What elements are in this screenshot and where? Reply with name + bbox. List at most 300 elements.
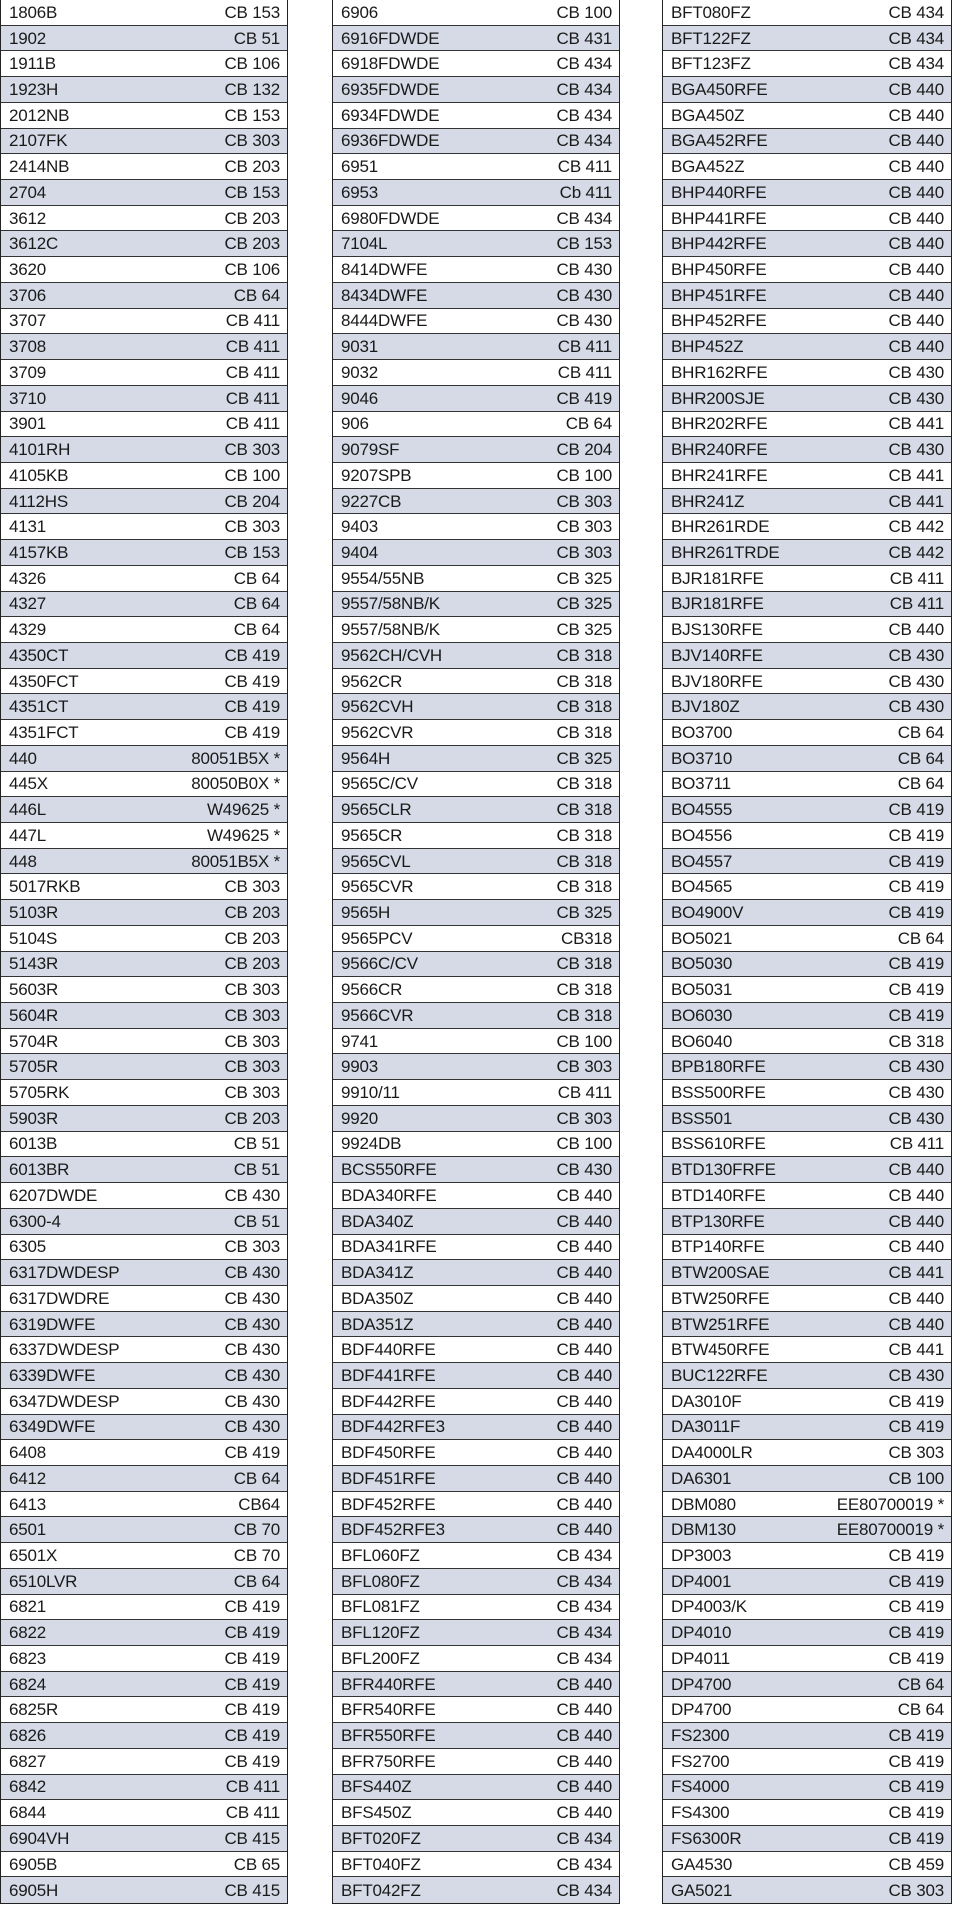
reference-code: CB 419 xyxy=(224,697,280,717)
table-row xyxy=(1,231,287,257)
part-code: 9903 xyxy=(341,1057,379,1077)
reference-code: CB 303 xyxy=(556,517,612,537)
table-row xyxy=(333,154,619,180)
part-code: 6510LVR xyxy=(9,1571,78,1591)
table-row xyxy=(333,1286,619,1312)
part-code: 6916FDWDE xyxy=(341,28,440,48)
reference-code: CB 441 xyxy=(888,1263,944,1283)
table-row xyxy=(663,1440,951,1466)
table-row xyxy=(333,283,619,309)
reference-code: CB 100 xyxy=(556,2,612,22)
reference-code: CB 434 xyxy=(556,1648,612,1668)
column-1 xyxy=(0,0,288,1904)
reference-code: CB 434 xyxy=(556,208,612,228)
part-code: 6501 xyxy=(9,1520,47,1540)
part-code: BHR200SJE xyxy=(671,388,765,408)
part-code: BO4557 xyxy=(671,851,733,871)
reference-code: CB 64 xyxy=(565,414,612,434)
reference-code: CB 440 xyxy=(888,1314,944,1334)
part-code: BFL060FZ xyxy=(341,1545,420,1565)
table-row xyxy=(1,1569,287,1595)
reference-code: CB 419 xyxy=(224,1443,280,1463)
part-code: BDF452RFE xyxy=(341,1494,436,1514)
table-row xyxy=(333,386,619,412)
part-code: 9910/11 xyxy=(341,1083,400,1103)
part-code: 4326 xyxy=(9,568,47,588)
table-row xyxy=(663,952,951,978)
part-code: 9566C/CV xyxy=(341,954,418,974)
table-row xyxy=(333,309,619,335)
part-code: 9741 xyxy=(341,1031,379,1051)
part-code: 6935FDWDE xyxy=(341,80,440,100)
reference-code: CB 440 xyxy=(556,1726,612,1746)
table-row xyxy=(663,1286,951,1312)
table-row xyxy=(1,154,287,180)
part-code: 445X xyxy=(9,774,48,794)
table-row xyxy=(333,1260,619,1286)
table-row xyxy=(333,592,619,618)
part-code: 9562CVH xyxy=(341,697,414,717)
reference-code: CB 440 xyxy=(888,285,944,305)
part-code: BO6030 xyxy=(671,1005,733,1025)
reference-code: CB 434 xyxy=(556,1828,612,1848)
table-row xyxy=(663,823,951,849)
part-code: BSS610RFE xyxy=(671,1134,766,1154)
reference-code: CB 419 xyxy=(224,722,280,742)
reference-code: CB 441 xyxy=(888,1340,944,1360)
reference-code: CB 325 xyxy=(556,903,612,923)
reference-code: CB 419 xyxy=(224,645,280,665)
reference-code: CB 411 xyxy=(889,594,944,614)
part-code: BDF451RFE xyxy=(341,1468,436,1488)
reference-code: CB 440 xyxy=(556,1340,612,1360)
table-row xyxy=(663,257,951,283)
table-row xyxy=(663,1749,951,1775)
part-code: 3612C xyxy=(9,234,59,254)
part-code: 6824 xyxy=(9,1674,47,1694)
table-row xyxy=(1,514,287,540)
table-row xyxy=(1,1260,287,1286)
part-code: 6905B xyxy=(9,1854,58,1874)
part-code: 3708 xyxy=(9,337,47,357)
reference-code: CB 318 xyxy=(556,774,612,794)
table-row xyxy=(1,669,287,695)
part-code: 9562CVR xyxy=(341,722,414,742)
table-row xyxy=(333,77,619,103)
part-code: 5705R xyxy=(9,1057,59,1077)
reference-code: CB 325 xyxy=(556,594,612,614)
part-code: BHR241Z xyxy=(671,491,745,511)
part-code: 6842 xyxy=(9,1777,47,1797)
reference-code: CB 434 xyxy=(556,1854,612,1874)
table-row xyxy=(663,669,951,695)
reference-code: CB 411 xyxy=(557,362,612,382)
table-row xyxy=(663,309,951,335)
part-code: 3901 xyxy=(9,414,47,434)
reference-code: CB 419 xyxy=(224,1700,280,1720)
reference-code: CB 440 xyxy=(888,80,944,100)
table-row xyxy=(663,1080,951,1106)
reference-code: CB 440 xyxy=(556,1237,612,1257)
reference-code: 80051B5X * xyxy=(191,851,280,871)
part-code: 5903R xyxy=(9,1108,59,1128)
table-row xyxy=(663,1209,951,1235)
part-code: BGA452Z xyxy=(671,157,745,177)
table-row xyxy=(333,1723,619,1749)
part-code: BFT080FZ xyxy=(671,2,751,22)
table-row xyxy=(333,772,619,798)
part-code: BO3700 xyxy=(671,722,733,742)
table-row xyxy=(663,1697,951,1723)
reference-code: CB 419 xyxy=(888,1803,944,1823)
table-row xyxy=(333,1183,619,1209)
table-row xyxy=(663,129,951,155)
table-row xyxy=(663,1132,951,1158)
part-code: 3706 xyxy=(9,285,47,305)
part-code: 9403 xyxy=(341,517,379,537)
reference-code: CB 430 xyxy=(224,1314,280,1334)
part-code: BO4565 xyxy=(671,877,733,897)
table-row xyxy=(1,772,287,798)
table-row xyxy=(663,283,951,309)
reference-code: CB 430 xyxy=(556,285,612,305)
reference-code: CB 434 xyxy=(888,54,944,74)
reference-code: CB 51 xyxy=(233,1160,280,1180)
reference-code: CB 419 xyxy=(888,1751,944,1771)
table-row xyxy=(1,1337,287,1363)
table-row xyxy=(333,1620,619,1646)
table-row xyxy=(663,1672,951,1698)
reference-code: CB 430 xyxy=(888,1108,944,1128)
table-row xyxy=(333,617,619,643)
reference-code: CB 100 xyxy=(556,465,612,485)
table-row xyxy=(1,617,287,643)
part-code: DP4700 xyxy=(671,1700,732,1720)
table-row xyxy=(663,643,951,669)
part-code: FS4000 xyxy=(671,1777,730,1797)
table-row xyxy=(1,1132,287,1158)
table-row xyxy=(663,1157,951,1183)
table-row xyxy=(663,1260,951,1286)
table-row xyxy=(663,1054,951,1080)
table-row xyxy=(1,1389,287,1415)
table-row xyxy=(1,437,287,463)
part-code: 5704R xyxy=(9,1031,59,1051)
part-code: BFT042FZ xyxy=(341,1880,421,1900)
reference-code: CB 203 xyxy=(224,928,280,948)
part-code: 4101RH xyxy=(9,440,71,460)
reference-code: CB 419 xyxy=(224,1623,280,1643)
table-row xyxy=(333,231,619,257)
table-row xyxy=(333,1492,619,1518)
table-row xyxy=(663,463,951,489)
reference-code: CB 419 xyxy=(888,1726,944,1746)
reference-code: CB 419 xyxy=(224,1726,280,1746)
part-code: BFR750RFE xyxy=(341,1751,436,1771)
table-row xyxy=(333,180,619,206)
table-row xyxy=(333,694,619,720)
table-row xyxy=(663,900,951,926)
reference-code: CB 70 xyxy=(233,1520,280,1540)
part-code: 9557/58NB/K xyxy=(341,620,440,640)
table-row xyxy=(663,566,951,592)
part-code: 3709 xyxy=(9,362,47,382)
table-row xyxy=(663,1800,951,1826)
reference-code: CB 153 xyxy=(224,182,280,202)
reference-code: CB 441 xyxy=(888,491,944,511)
table-row xyxy=(1,1672,287,1698)
table-row xyxy=(1,412,287,438)
table-row xyxy=(333,437,619,463)
reference-code: CB 441 xyxy=(888,465,944,485)
part-code: BJV180RFE xyxy=(671,671,763,691)
part-code: 1911B xyxy=(9,54,56,74)
table-row xyxy=(333,412,619,438)
table-row xyxy=(1,1054,287,1080)
part-code: BHP452RFE xyxy=(671,311,767,331)
table-row xyxy=(1,1363,287,1389)
part-code: 9031 xyxy=(341,337,379,357)
reference-code: CB 430 xyxy=(224,1288,280,1308)
part-code: 9566CR xyxy=(341,980,403,1000)
part-code: 3707 xyxy=(9,311,47,331)
table-row xyxy=(1,129,287,155)
reference-code: CB64 xyxy=(238,1494,280,1514)
table-row xyxy=(663,206,951,232)
table-row xyxy=(333,1003,619,1029)
table-row xyxy=(663,1466,951,1492)
table-row xyxy=(663,489,951,515)
part-code: BTW450RFE xyxy=(671,1340,770,1360)
reference-code: CB 411 xyxy=(225,337,280,357)
part-code: BGA450Z xyxy=(671,105,745,125)
reference-code: CB 430 xyxy=(888,388,944,408)
reference-code: CB 64 xyxy=(897,774,944,794)
table-row xyxy=(333,514,619,540)
part-code: 8434DWFE xyxy=(341,285,428,305)
reference-code: CB 318 xyxy=(888,1031,944,1051)
part-code: 6408 xyxy=(9,1443,47,1463)
reference-code: CB 440 xyxy=(556,1777,612,1797)
part-code: 5603R xyxy=(9,980,59,1000)
part-code: 5604R xyxy=(9,1005,59,1025)
part-code: BDA340Z xyxy=(341,1211,414,1231)
reference-code: W49625 * xyxy=(206,800,280,820)
reference-code: CB 430 xyxy=(888,362,944,382)
reference-code: CB 430 xyxy=(556,311,612,331)
reference-code: CB 318 xyxy=(556,645,612,665)
table-row xyxy=(1,643,287,669)
reference-code: CB 303 xyxy=(556,491,612,511)
table-row xyxy=(663,540,951,566)
reference-code: CB 106 xyxy=(224,54,280,74)
part-code: 1902 xyxy=(9,28,47,48)
table-row xyxy=(333,1749,619,1775)
part-code: 9924DB xyxy=(341,1134,402,1154)
reference-code: CB 303 xyxy=(224,1005,280,1025)
table-row xyxy=(663,334,951,360)
reference-code: CB 434 xyxy=(556,1545,612,1565)
part-code: 6844 xyxy=(9,1803,47,1823)
part-code: 6822 xyxy=(9,1623,47,1643)
part-code: 6347DWDESP xyxy=(9,1391,120,1411)
reference-code: CB 440 xyxy=(556,1288,612,1308)
part-code: 4157KB xyxy=(9,542,69,562)
part-code: BHR240RFE xyxy=(671,440,768,460)
table-row xyxy=(1,1312,287,1338)
reference-code: CB 325 xyxy=(556,620,612,640)
table-row xyxy=(663,26,951,52)
reference-code: CB 100 xyxy=(556,1031,612,1051)
reference-code: CB 419 xyxy=(224,1648,280,1668)
table-row xyxy=(333,1080,619,1106)
table-row xyxy=(663,1312,951,1338)
table-row xyxy=(333,797,619,823)
reference-code: CB 64 xyxy=(233,568,280,588)
table-row xyxy=(1,1080,287,1106)
reference-code: EE80700019 * xyxy=(836,1494,944,1514)
part-code: FS2300 xyxy=(671,1726,730,1746)
reference-code: Cb 411 xyxy=(559,182,612,202)
table-row xyxy=(1,746,287,772)
part-code: BHP440RFE xyxy=(671,182,767,202)
table-row xyxy=(333,952,619,978)
reference-code: CB 419 xyxy=(888,877,944,897)
reference-code: CB 64 xyxy=(233,594,280,614)
part-code: 9565H xyxy=(341,903,391,923)
reference-code: CB 64 xyxy=(897,748,944,768)
reference-code: CB 430 xyxy=(224,1391,280,1411)
reference-code: CB 419 xyxy=(556,388,612,408)
table-row xyxy=(1,77,287,103)
part-code: BUC122RFE xyxy=(671,1365,768,1385)
reference-code: 80051B5X * xyxy=(191,748,280,768)
table-row xyxy=(1,1209,287,1235)
table-row xyxy=(663,51,951,77)
table-row xyxy=(333,849,619,875)
part-code: 6980FDWDE xyxy=(341,208,440,228)
part-code: FS6300R xyxy=(671,1828,742,1848)
reference-code: CB 440 xyxy=(888,1288,944,1308)
part-code: 6906 xyxy=(341,2,379,22)
reference-code: CB 440 xyxy=(556,1211,612,1231)
reference-code: CB 64 xyxy=(233,285,280,305)
part-code: BFL120FZ xyxy=(341,1623,420,1643)
table-row xyxy=(333,746,619,772)
table-row xyxy=(663,231,951,257)
reference-code: CB 440 xyxy=(888,131,944,151)
table-row xyxy=(1,1697,287,1723)
table-row xyxy=(663,694,951,720)
part-code: BO4555 xyxy=(671,800,733,820)
part-code: BO6040 xyxy=(671,1031,733,1051)
part-code: BDF452RFE3 xyxy=(341,1520,445,1540)
table-row xyxy=(663,1646,951,1672)
part-code: BFT123FZ xyxy=(671,54,751,74)
reference-code: CB 415 xyxy=(224,1828,280,1848)
reference-code: CB 431 xyxy=(556,28,612,48)
reference-code: CB 203 xyxy=(224,157,280,177)
table-row xyxy=(663,1337,951,1363)
reference-code: CB 440 xyxy=(556,1365,612,1385)
part-code: BO5031 xyxy=(671,980,733,1000)
reference-code: CB 419 xyxy=(888,1545,944,1565)
part-code: BDF440RFE xyxy=(341,1340,436,1360)
reference-code: CB 440 xyxy=(888,311,944,331)
table-row xyxy=(333,1800,619,1826)
part-code: 9227CB xyxy=(341,491,402,511)
table-row xyxy=(1,874,287,900)
reference-code: CB 411 xyxy=(889,568,944,588)
table-row xyxy=(333,1852,619,1878)
reference-code: CB 440 xyxy=(888,1185,944,1205)
table-row xyxy=(333,1312,619,1338)
table-row xyxy=(1,592,287,618)
table-row xyxy=(333,1569,619,1595)
reference-code: W49625 * xyxy=(206,825,280,845)
reference-code: CB 64 xyxy=(233,1468,280,1488)
part-code: 9554/55NB xyxy=(341,568,425,588)
reference-code: CB 440 xyxy=(556,1314,612,1334)
reference-code: CB 430 xyxy=(888,645,944,665)
part-code: 6826 xyxy=(9,1726,47,1746)
reference-code: CB 303 xyxy=(556,1057,612,1077)
table-row xyxy=(663,1826,951,1852)
reference-code: CB 440 xyxy=(556,1674,612,1694)
part-code: 6936FDWDE xyxy=(341,131,440,151)
table-row xyxy=(663,154,951,180)
part-code: 6905H xyxy=(9,1880,59,1900)
part-code: 6305 xyxy=(9,1237,47,1257)
table-row xyxy=(333,1697,619,1723)
reference-code: CB 203 xyxy=(224,1108,280,1128)
part-code: 6337DWDESP xyxy=(9,1340,120,1360)
reference-code: CB 434 xyxy=(556,131,612,151)
reference-code: CB 434 xyxy=(888,28,944,48)
reference-code: CB 325 xyxy=(556,568,612,588)
reference-code: CB 64 xyxy=(233,620,280,640)
reference-code: CB 434 xyxy=(556,1880,612,1900)
part-code: FS4300 xyxy=(671,1803,730,1823)
table-row xyxy=(663,1389,951,1415)
part-code: 8414DWFE xyxy=(341,260,428,280)
table-row xyxy=(663,1569,951,1595)
part-code: 8444DWFE xyxy=(341,311,428,331)
table-row xyxy=(663,77,951,103)
part-code: 2414NB xyxy=(9,157,70,177)
reference-code: CB 100 xyxy=(888,1468,944,1488)
part-code: FS2700 xyxy=(671,1751,730,1771)
reference-code: CB 64 xyxy=(897,722,944,742)
part-code: 5104S xyxy=(9,928,58,948)
table-row xyxy=(333,257,619,283)
reference-code: CB 430 xyxy=(224,1263,280,1283)
part-code: 3612 xyxy=(9,208,47,228)
part-code: 6300-4 xyxy=(9,1211,61,1231)
part-code: 2704 xyxy=(9,182,47,202)
reference-code: CB 440 xyxy=(556,1700,612,1720)
reference-code: CB 440 xyxy=(888,208,944,228)
part-code: 6823 xyxy=(9,1648,47,1668)
reference-code: CB 440 xyxy=(888,260,944,280)
part-code: BO5030 xyxy=(671,954,733,974)
reference-code: CB 440 xyxy=(888,337,944,357)
reference-code: CB 303 xyxy=(224,517,280,537)
reference-code: CB 442 xyxy=(888,517,944,537)
reference-code: CB 419 xyxy=(888,903,944,923)
reference-code: CB 318 xyxy=(556,825,612,845)
part-code: BHR202RFE xyxy=(671,414,768,434)
